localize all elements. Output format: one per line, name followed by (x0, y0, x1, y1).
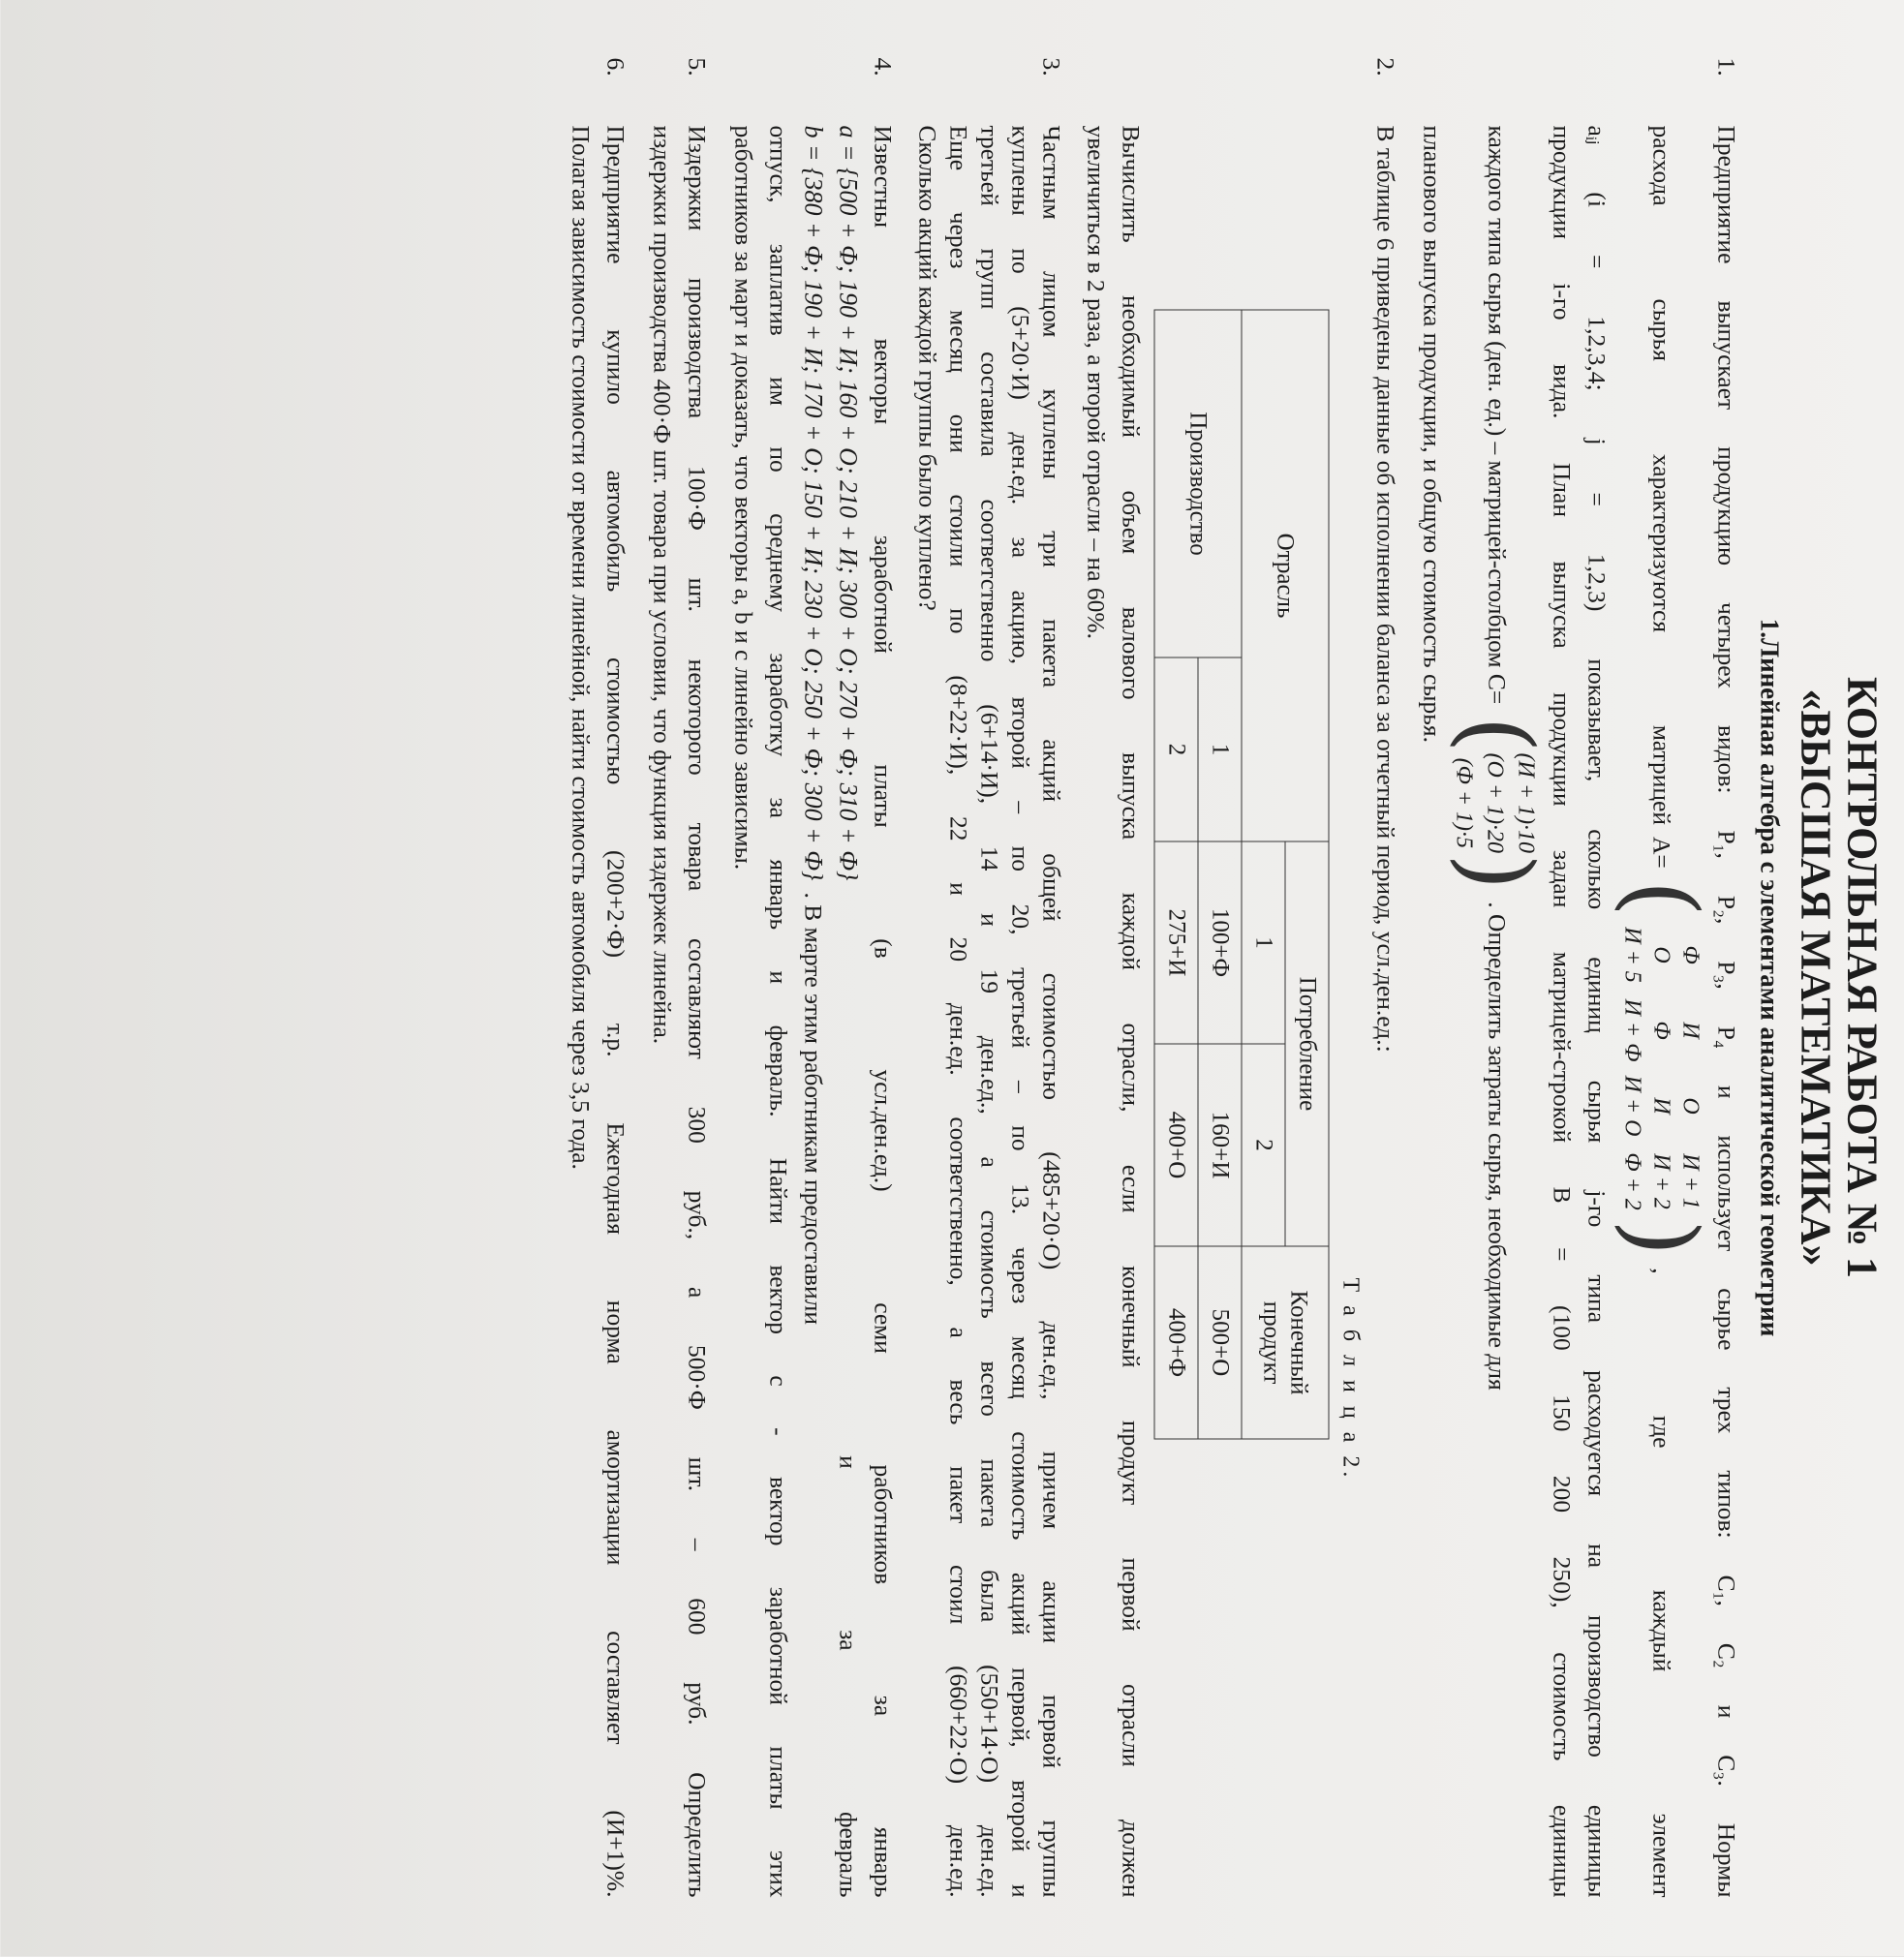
vector-b: b = {380 + Ф; 190 + И; 170 + О; 150 + И; 230 + О; 250 + Ф; 300 + Ф} (799, 125, 828, 881)
matrix-cell: И + 1 (1677, 1153, 1704, 1209)
task-text: Предприятие купило автомобиль стоимостью (200+2·Ф) т.р. Ежегодная норма амортизации составляет (И+1)%. (601, 125, 630, 1898)
matrix-cell: Ф + 2 (1619, 1152, 1645, 1210)
task-text: , где каждый элемент (1647, 1268, 1676, 1898)
task-text: Вычислить необходимый объем валового выпуска каждой отрасли, если конечный продукт первой отрасли должен (1117, 125, 1146, 1898)
table-cell: 100+Ф (1198, 841, 1242, 1044)
balance-table (1154, 310, 1330, 1440)
column-c (1441, 716, 1552, 891)
column-c-cells (1450, 753, 1545, 854)
title-line-2: «ВЫСШАЯ МАТЕМАТИКА» (1792, 688, 1840, 1267)
task-number: 6. (601, 57, 630, 76)
document-page (1, 0, 1904, 1957)
matrix-cell: И + 5 (1619, 927, 1645, 983)
task-text: каждого типа сырья (ден. ед.) – матрицей-столбцом C= (1483, 125, 1512, 705)
table-cell: 400+О (1154, 1044, 1198, 1246)
task-2 (1079, 58, 1403, 1898)
task-text: . Определить затраты сырья, необходимые для (1483, 902, 1512, 1391)
task-text: работников за март и доказать, что векторы a, b и c линейно зависимы. (729, 125, 758, 871)
task-text: и за февраль (834, 1455, 863, 1898)
task-text: Предприятие выпускает продукцию четырех видов: P₁, P₂, P₃, P₄ и использует сырье трех типов: C₁, C₂ и C₃. Нормы (1712, 125, 1741, 1898)
task-text: Полагая зависимость стоимости от времени линейной, найти стоимость автомобиля через 3,5 года. (567, 125, 596, 1170)
task-5 (645, 58, 715, 1898)
task-number: 5. (683, 57, 712, 76)
header-final-product: Конечный продукт (1242, 1246, 1329, 1439)
table-cell: 2 (1154, 657, 1198, 841)
task-6 (564, 58, 633, 1898)
task-3 (912, 58, 1067, 1898)
table-caption: Т а б л и ц а 2. (1337, 1277, 1364, 1482)
left-paren: ( (1606, 879, 1717, 918)
matrix-a (1606, 879, 1717, 1257)
header-consumption: Потребление (1285, 841, 1329, 1246)
matrix-cell: И (1648, 1097, 1674, 1115)
task-text: Сколько акций каждой группы было куплено? (913, 125, 942, 611)
matrix-a-label: A= (1647, 836, 1676, 869)
task-text: . В марте этим работникам предоставили (799, 892, 828, 1325)
matrix-cell: И (1677, 1022, 1704, 1039)
task-number: 2. (1371, 57, 1400, 76)
matrix-a-cells (1614, 917, 1709, 1219)
matrix-a-row (1606, 125, 1717, 1898)
task-text: издержки производства 400·Ф шт. товара при условии, что функция издержек линейна. (648, 125, 677, 1045)
task-text: отпуск, заплатив им по среднему заработку за январь и февраль. Найти вектор c - вектор заработной платы этих (764, 125, 793, 1898)
task-text: В таблице 6 приведены данные об исполнении баланса за отчетный период, усл.ден.ед.: (1371, 125, 1400, 1053)
task-text: планового выпуска продукции, и общую стоимость сырья. (1418, 125, 1447, 743)
column-cell: (О + 1)·20 (1482, 752, 1508, 854)
task-text: Издержки производства 100·Ф шт. некоторого товара составляют 300 руб., а 500·Ф шт. – 600 руб. Определить (683, 125, 712, 1898)
task-1 (1415, 58, 1744, 1898)
right-paren: ) (1441, 853, 1552, 891)
task-text: aᵢⱼ (i = 1,2,3,4; j = 1,2,3) показывает, сколько единиц сырья j-го типа расходуется на производство единицы (1582, 125, 1612, 1898)
table-cell: 400+Ф (1154, 1246, 1198, 1439)
matrix-cell: И + Ф (1619, 998, 1645, 1062)
vector-a-row (831, 126, 866, 1898)
task-number: 1. (1712, 57, 1741, 76)
matrix-cell: Ф (1677, 945, 1704, 964)
section-subtitle: 1.Линейная алгебра с элементами аналитической геометрии (1755, 618, 1785, 1337)
column-cell: (И + 1)·10 (1513, 752, 1539, 854)
task-text: продукции i-го вида. План выпуска продукции задан матрицей-строкой B = (100 150 200 250), стоимость единицы (1548, 125, 1577, 1898)
table-cell: 500+О (1198, 1246, 1242, 1439)
table-cell: 160+И (1198, 1044, 1242, 1246)
table-cell: 275+И (1154, 841, 1198, 1044)
right-paren: ) (1606, 1219, 1717, 1257)
task-text: Еще через месяц они стоили по (8+22·И), 22 и 20 ден.ед. соответственно, а весь пакет стоил (660+22·О) ден.ед. (944, 125, 973, 1898)
task-number: 3. (1037, 57, 1066, 76)
vector-b-row (796, 126, 831, 1898)
task-text: третьей групп составила соответственно (6+14·И), 14 и 19 ден.ед., а стоимость всего пакета была (550+14·О) ден.ед. (975, 125, 1004, 1898)
header-col-2: 2 (1242, 1044, 1285, 1246)
task-4 (726, 58, 901, 1898)
column-cell: (Ф + 1)·5 (1451, 757, 1477, 849)
matrix-cell: И + 2 (1648, 1153, 1674, 1209)
vector-a: a = {500 + Ф; 190 + И; 160 + О; 210 + И; 300 + О; 270 + Ф; 310 + Ф} (834, 125, 863, 881)
row-header-production: Производство (1154, 310, 1242, 657)
task-text: расхода сырья характеризуются матрицей (1647, 125, 1676, 825)
matrix-cell: Ф (1648, 1021, 1674, 1040)
header-branch: Отрасль (1242, 310, 1329, 841)
task-text: Известны векторы заработной платы (в усл.ден.ед.) семи работников за январь (869, 125, 898, 1898)
left-paren: ( (1441, 716, 1552, 753)
header-col-1: 1 (1242, 841, 1285, 1044)
task-text: увеличиться в 2 раза, а второй отрасли – на 60%. (1082, 125, 1111, 640)
task-text: куплены по (5+20·И) ден.ед. за акцию, второй – по 20, третьей – по 13. через месяц стоимость акций первой, второй и (1006, 125, 1035, 1898)
task-text: Частным лицом куплены три пакета акций общей стоимостью (485+20·О) ден.ед., причем акции первой группы (1037, 125, 1066, 1898)
title-line-1: КОНТРОЛЬНАЯ РАБОТА № 1 (1838, 676, 1887, 1279)
table-cell: 1 (1198, 657, 1242, 841)
matrix-cell: О (1677, 1097, 1704, 1115)
task-number: 4. (869, 57, 898, 76)
matrix-cell: О (1648, 946, 1674, 963)
matrix-cell: И + О (1619, 1075, 1645, 1137)
column-c-row (1441, 125, 1552, 1898)
